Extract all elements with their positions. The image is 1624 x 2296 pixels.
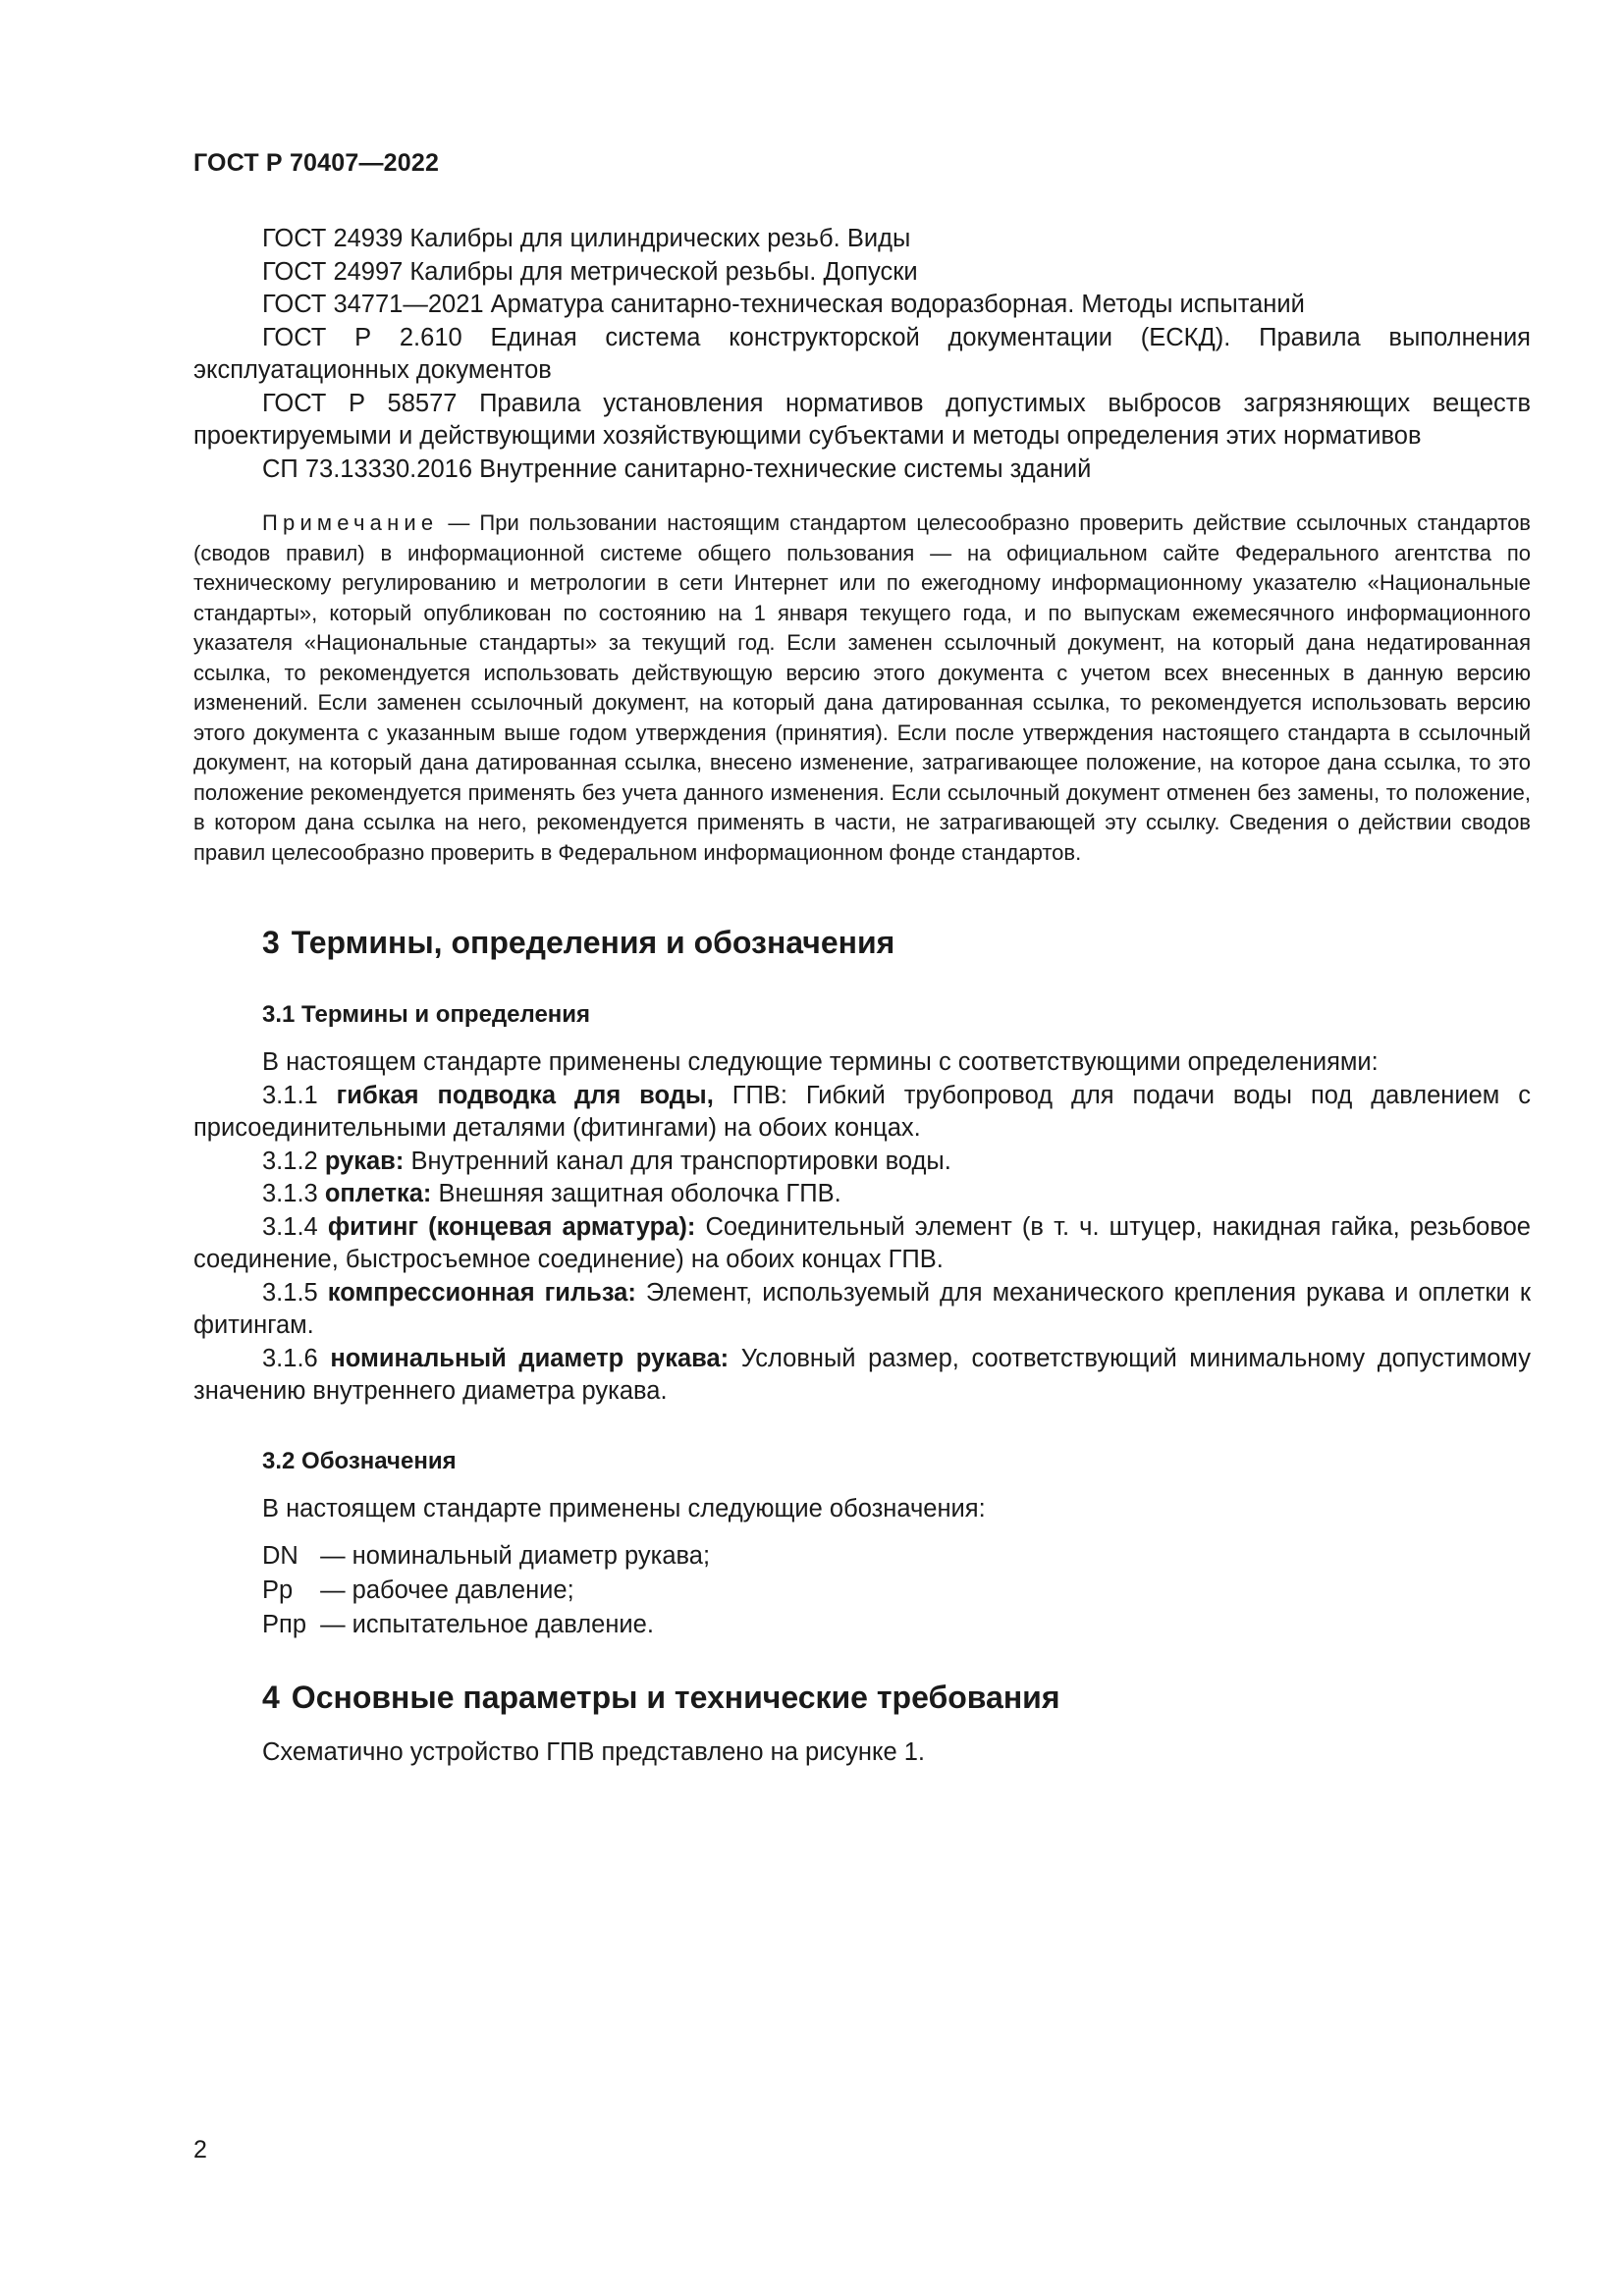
term-item (193, 1277, 1531, 1343)
section-4-body (193, 1736, 1531, 1770)
term-item (193, 1146, 1531, 1179)
reference-item: ГОСТ 34771—2021 Арматура санитарно-техническая водоразборная. Методы испытаний (262, 291, 1305, 318)
note-text: — При пользовании настоящим стандартом целесообразно проверить действие ссылочных стандартов (сводов правил) в информационной системе общего пользования — на официальном сайте Федерального агентства по техническому регулированию и метрологии в сети Интернет или по ежегодному информационному указателю «Национальные стандарты», который опубликован по состоянию на 1 января текущего года, и по выпускам ежемесячного информационного указателя «Национальные стандарты» за текущий год. Если заменен ссылочный документ, на который дана недатированная ссылка, то рекомендуется использовать действующую версию этого документа с учетом всех внесенных в данную версию изменений. Если заменен ссылочный документ, на который дана датированная ссылка, то рекомендуется использовать версию этого документа с указанным выше годом утверждения (принятия). Если после утверждения настоящего стандарта в ссылочный документ, на который дана датированная ссылка, внесено изменение, затрагивающее положение, на которое дана ссылка, то это положение рекомендуется применять без учета данного изменения. Если ссылочный документ отменен без замены, то положение, в котором дана ссылка на него, рекомендуется применять в части, не затрагивающей эту ссылку. Сведения о действии сводов правил целесообразно проверить в Федеральном информационном фонде стандартов. (193, 510, 1531, 865)
normative-references (193, 223, 1531, 486)
symbols-intro: В настоящем стандарте применены следующие обозначения: (262, 1494, 986, 1522)
section-4-text: Схематично устройство ГПВ представлено на рисунке 1. (262, 1738, 925, 1766)
term-number: 3.1.1 (262, 1081, 318, 1109)
term-name: компрессионная гильза: (327, 1278, 636, 1307)
symbol-code: Рр (262, 1576, 294, 1604)
symbol-item (193, 1539, 1531, 1574)
term-name: фитинг (концевая арматура): (327, 1212, 696, 1241)
section-3-heading (193, 923, 1531, 962)
symbol-code: DN (262, 1542, 298, 1570)
subsection-3-1-heading: 3.1 Термины и определения (262, 1001, 591, 1028)
term-item (193, 1343, 1531, 1409)
symbol-code: Рпр (262, 1611, 306, 1638)
section-title: Термины, определения и обозначения (291, 925, 895, 960)
section-title: Основные параметры и технические требования (291, 1680, 1060, 1715)
term-number: 3.1.6 (262, 1344, 318, 1372)
term-definition: ГПВ: Гибкий трубопровод для подачи воды под давлением с присоединительными деталями (фитингами) на обоих концах. (193, 1081, 1532, 1142)
term-item (193, 1178, 1531, 1211)
symbol-description: — рабочее давление; (320, 1576, 574, 1604)
term-definition: Условный размер, соответствующий минимальному допустимому значению внутреннего диаметра рукава. (193, 1344, 1531, 1405)
term-name: номинальный диаметр рукава: (330, 1344, 730, 1372)
reference-item: ГОСТ Р 58577 Правила установления нормативов допустимых выбросов загрязняющих веществ проектируемыми и действующими хозяйствующими субъектами и методы определения этих нормативов (193, 389, 1531, 450)
symbol-description: — номинальный диаметр рукава; (320, 1542, 711, 1570)
page-number: 2 (193, 2136, 207, 2163)
symbol-item (193, 1574, 1531, 1608)
section-number: 3 (262, 925, 280, 960)
terms-intro: В настоящем стандарте применены следующие термины с соответствующими определениями: (262, 1048, 1379, 1076)
term-name: оплетка: (324, 1180, 432, 1207)
note-paragraph (193, 508, 1531, 868)
reference-item: ГОСТ Р 2.610 Единая система конструкторской документации (ЕСКД). Правила выполнения эксплуатационных документов (193, 323, 1531, 384)
section-4-heading (193, 1678, 1531, 1717)
term-definition: Соединительный элемент (в т. ч. штуцер, накидная гайка, резьбовое соединение, быстросъемное соединение) на обоих концах ГПВ. (193, 1212, 1531, 1273)
section-number: 4 (262, 1680, 280, 1715)
symbol-description: — испытательное давление. (320, 1611, 654, 1638)
term-number: 3.1.5 (262, 1278, 318, 1307)
reference-item: ГОСТ 24939 Калибры для цилиндрических резьб. Виды (262, 225, 911, 252)
symbols-section (193, 1493, 1531, 1526)
symbol-item (193, 1608, 1531, 1642)
term-number: 3.1.2 (262, 1147, 318, 1175)
reference-item: СП 73.13330.2016 Внутренние санитарно-технические системы зданий (262, 454, 1092, 483)
note-label: Примечание (262, 510, 439, 535)
term-definition: Элемент, используемый для механического крепления рукава и оплетки к фитингам. (193, 1278, 1531, 1339)
term-definition: Внутренний канал для транспортировки воды. (404, 1147, 951, 1175)
document-header: ГОСТ Р 70407—2022 (193, 149, 440, 177)
term-number: 3.1.4 (262, 1212, 318, 1241)
term-definition: Внешняя защитная оболочка ГПВ. (431, 1180, 841, 1207)
terms-list (193, 1046, 1531, 1409)
subsection-3-2-heading: 3.2 Обозначения (262, 1447, 457, 1474)
term-item (193, 1211, 1531, 1277)
term-name: рукав: (324, 1147, 405, 1175)
page-content (193, 223, 1531, 1770)
reference-item: ГОСТ 24997 Калибры для метрической резьбы. Допуски (262, 257, 918, 286)
term-number: 3.1.3 (262, 1180, 318, 1207)
term-item (193, 1080, 1531, 1146)
symbols-list (193, 1539, 1531, 1642)
term-name: гибкая подводка для воды, (336, 1081, 714, 1109)
